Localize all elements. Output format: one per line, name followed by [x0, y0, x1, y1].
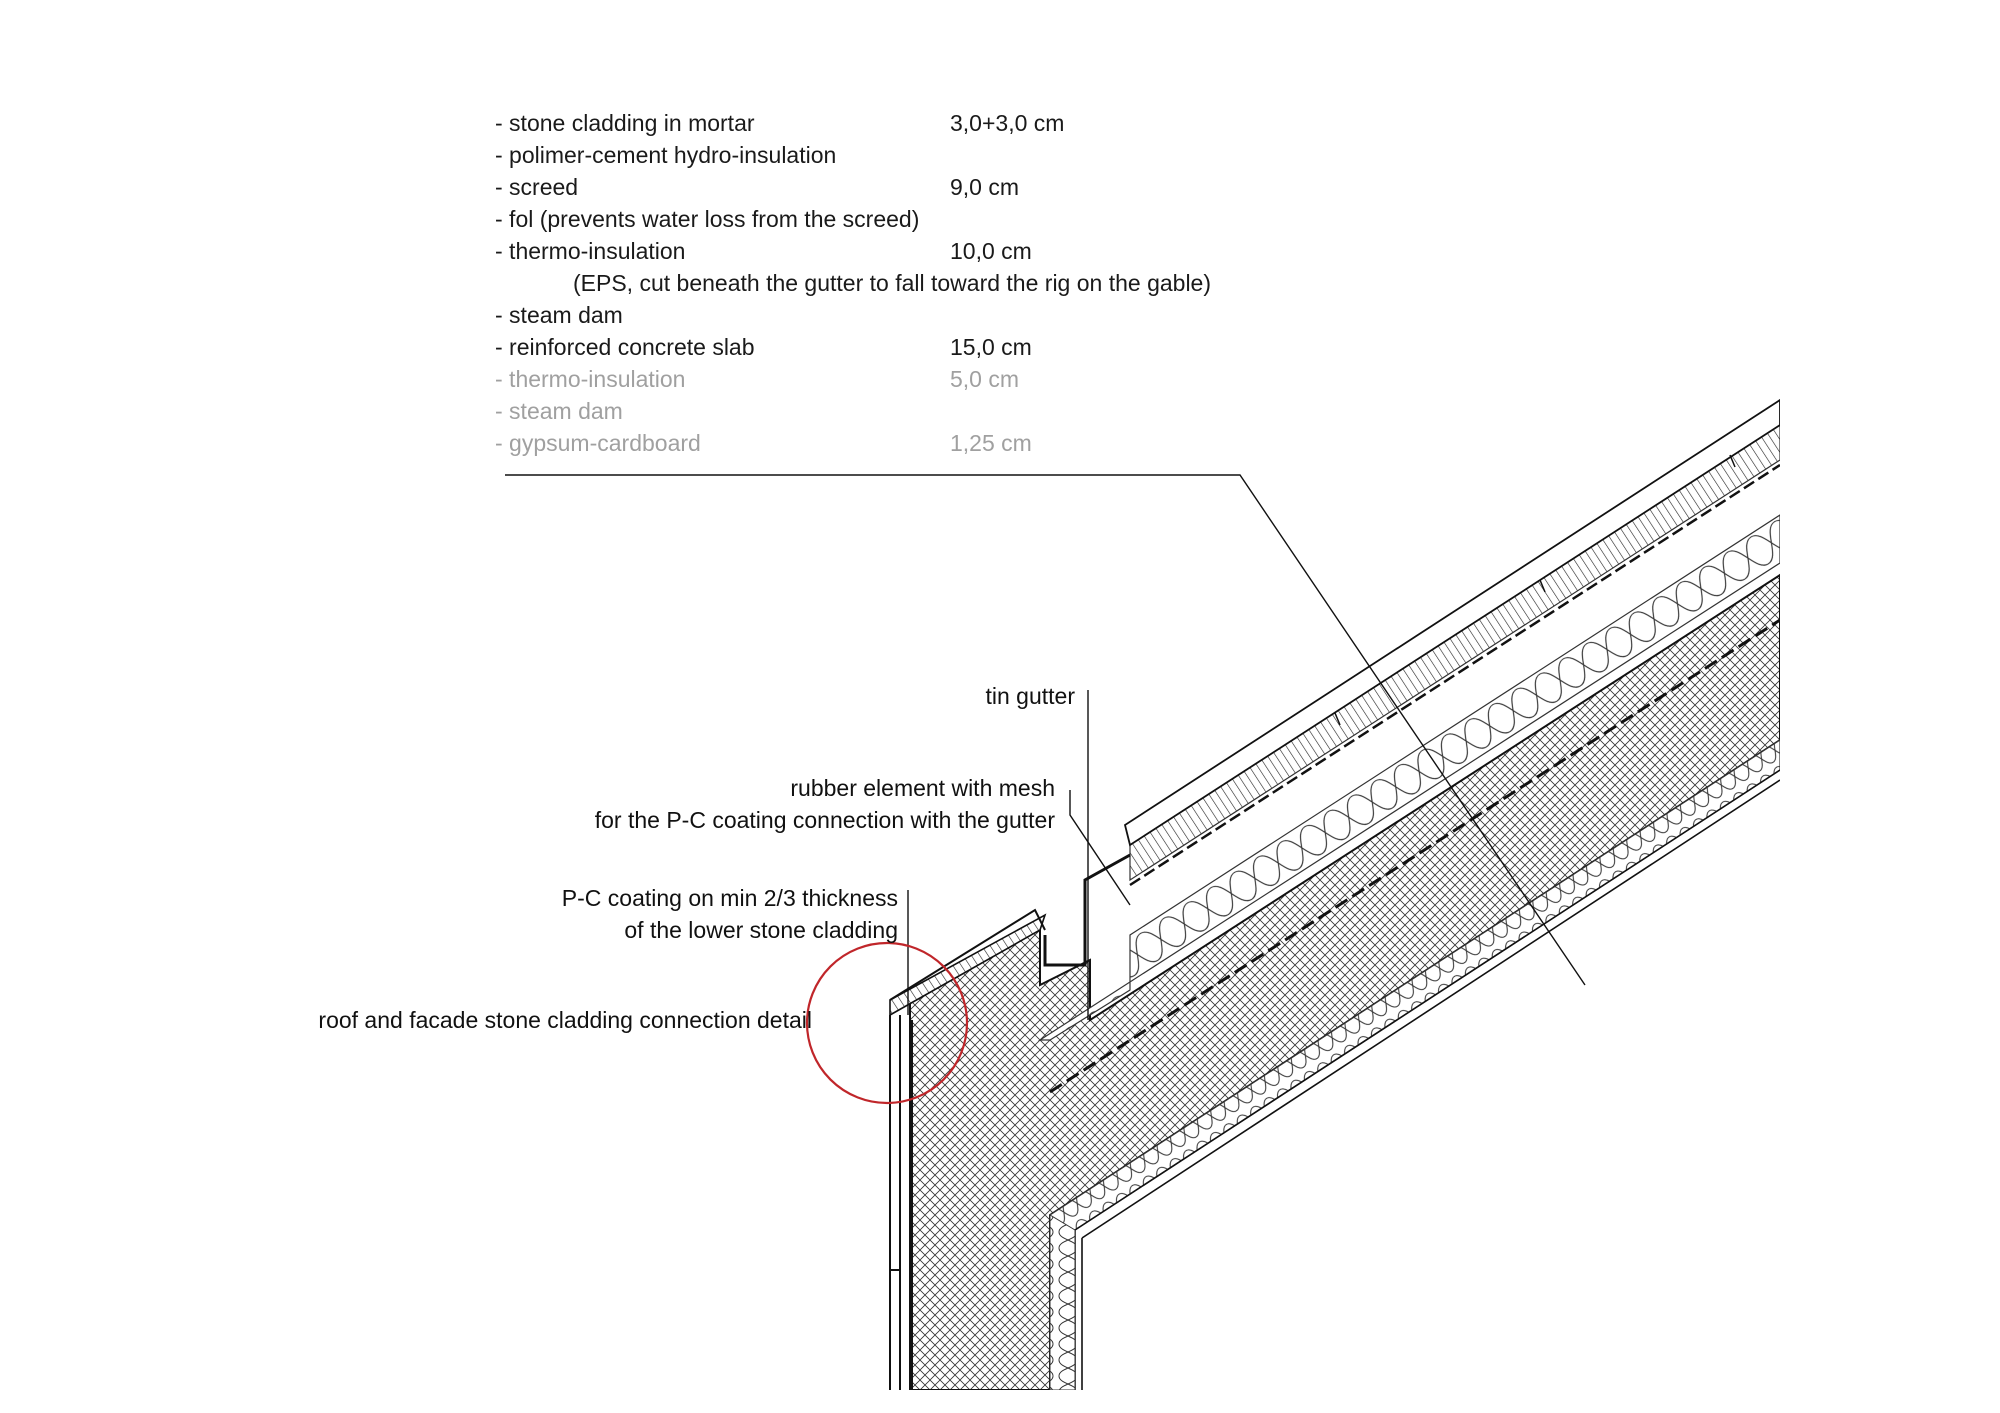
layer-row-existing: - gypsum-cardboard: [495, 430, 701, 456]
rubber-element-line1: rubber element with mesh: [790, 775, 1055, 801]
layer-row: - stone cladding in mortar: [495, 110, 755, 136]
facade-cladding: [890, 1015, 912, 1390]
layer-row: - reinforced concrete slab: [495, 334, 755, 360]
layer-value-existing: 1,25 cm: [950, 430, 1032, 456]
layer-row: - polimer-cement hydro-insulation: [495, 142, 837, 168]
detail-label: roof and facade stone cladding connection detail: [318, 1007, 812, 1033]
layer-value: 9,0 cm: [950, 174, 1020, 200]
layer-note: (EPS, cut beneath the gutter to fall toward the rig on the gable): [573, 270, 1212, 296]
layer-value-existing: 5,0 cm: [950, 366, 1020, 392]
pc-coating-label: [562, 882, 898, 946]
pc-coating-line1: P-C coating on min 2/3 thickness: [561, 885, 898, 911]
layer-value: 10,0 cm: [950, 238, 1032, 264]
wall-insulation-existing: [1050, 1215, 1075, 1390]
layer-row: - steam dam: [495, 302, 623, 328]
layer-value: 3,0+3,0 cm: [950, 110, 1065, 136]
layer-row-existing: - steam dam: [495, 398, 623, 424]
tin-gutter-label: tin gutter: [985, 683, 1075, 709]
layer-row-existing: - thermo-insulation: [495, 366, 686, 392]
layer-value: 15,0 cm: [950, 334, 1032, 360]
pc-coating-line2: of the lower stone cladding: [624, 917, 898, 943]
rubber-leader: [1070, 790, 1130, 905]
section-layers: [890, 400, 1780, 1390]
layer-row: - screed: [495, 174, 579, 200]
rubber-element-label: [595, 772, 1055, 836]
layer-row: - thermo-insulation: [495, 238, 686, 264]
layer-row: - fol (prevents water loss from the screed): [495, 206, 920, 232]
rubber-element-line2: for the P-C coating connection with the gutter: [594, 807, 1055, 833]
